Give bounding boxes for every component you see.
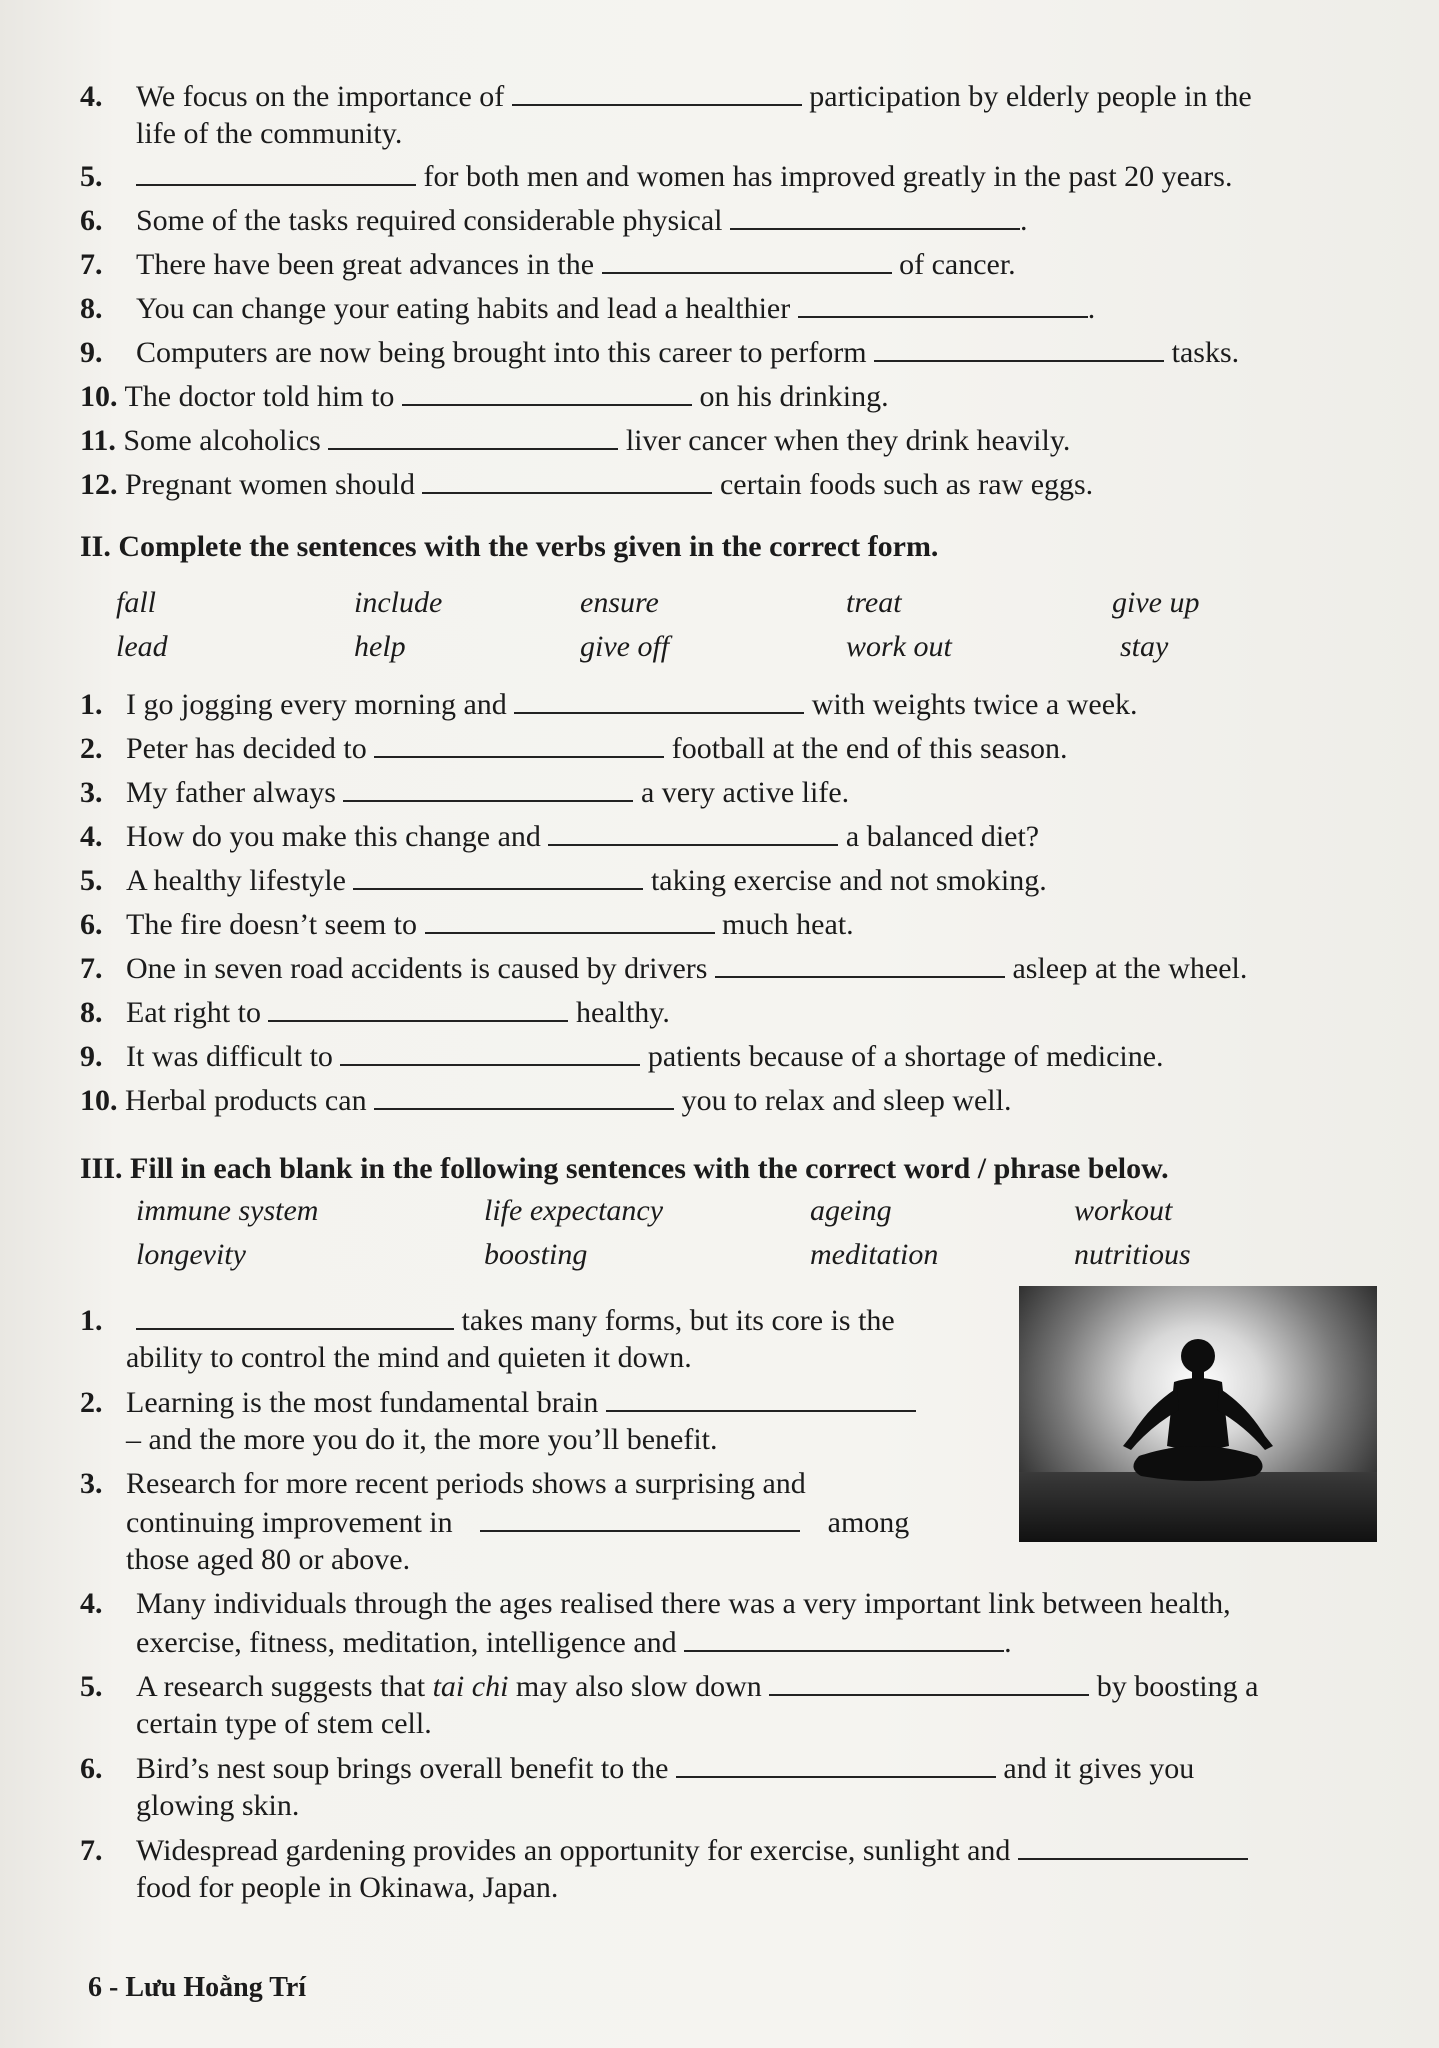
s1-item-7: 7. There have been great advances in the of cancer. [80,248,1016,281]
s1-item-4-cont: life of the community. [136,117,403,150]
s3-item-6: 6. Bird’s nest soup brings overall benefit to the and it gives you [80,1752,1195,1785]
word-option: work out [846,630,952,663]
s3-item-4-cont: exercise, fitness, meditation, intelligence and . [136,1626,1012,1659]
answer-blank[interactable] [715,950,1005,978]
answer-blank[interactable] [268,994,568,1022]
word-option: lead [116,630,168,663]
section-2-heading: II. Complete the sentences with the verbs given in the correct form. [80,530,939,563]
s1-item-6: 6. Some of the tasks required considerable physical . [80,204,1028,237]
s3-item-1-cont: ability to control the mind and quieten it down. [126,1341,692,1374]
answer-blank[interactable] [374,1082,674,1110]
meditation-photo [1019,1286,1377,1542]
s2-item-3: 3. My father always a very active life. [80,776,850,809]
s2-item-9: 9. It was difficult to patients because of a shortage of medicine. [80,1040,1164,1073]
s3-item-3-cont2: those aged 80 or above. [126,1543,411,1576]
answer-blank[interactable] [602,246,892,274]
word-option: treat [846,586,902,619]
answer-blank[interactable] [353,862,643,890]
answer-blank[interactable] [374,730,664,758]
s1-item-8: 8. You can change your eating habits and lead a healthier . [80,292,1096,325]
s3-item-6-cont: glowing skin. [136,1789,300,1822]
answer-blank[interactable] [512,78,802,106]
word-option: immune system [136,1194,319,1227]
answer-blank[interactable] [480,1504,800,1532]
answer-blank[interactable] [136,1302,454,1330]
section-3-heading: III. Fill in each blank in the following sentences with the correct word / phrase below. [80,1152,1169,1185]
word-option: give up [1112,586,1200,619]
s3-item-3: 3. Research for more recent periods shows a surprising and [80,1467,806,1500]
word-option: longevity [136,1238,246,1271]
word-option: ageing [810,1194,892,1227]
answer-blank[interactable] [514,686,804,714]
s1-item-5: 5. for both men and women has improved greatly in the past 20 years. [80,160,1233,193]
word-option: include [354,586,443,619]
answer-blank[interactable] [769,1668,1089,1696]
word-option: give off [580,630,670,663]
word-option: fall [116,586,157,619]
s2-item-6: 6. The fire doesn’t seem to much heat. [80,908,854,941]
s2-item-4: 4. How do you make this change and a balanced diet? [80,820,1040,853]
s2-item-7: 7. One in seven road accidents is caused by drivers asleep at the wheel. [80,952,1248,985]
s2-item-1: 1. I go jogging every morning and with weights twice a week. [80,688,1138,721]
s1-item-9: 9. Computers are now being brought into this career to perform tasks. [80,336,1240,369]
s3-item-7-cont: food for people in Okinawa, Japan. [136,1871,559,1904]
word-option: help [354,630,406,663]
page-footer: 6 - Lưu Hoằng Trí [88,1972,307,2003]
answer-blank[interactable] [1018,1832,1248,1860]
answer-blank[interactable] [343,774,633,802]
answer-blank[interactable] [874,334,1164,362]
answer-blank[interactable] [798,290,1088,318]
s2-item-10: 10. Herbal products can you to relax and sleep well. [80,1084,1012,1117]
s1-item-12: 12. Pregnant women should certain foods such as raw eggs. [80,468,1094,501]
s3-item-2: 2. Learning is the most fundamental brain [80,1384,916,1421]
answer-blank[interactable] [606,1384,916,1412]
s3-item-5-cont: certain type of stem cell. [136,1707,432,1740]
s3-item-5: 5. A research suggests that tai chi may also slow down by boosting a [80,1670,1259,1703]
answer-blank[interactable] [684,1624,1004,1652]
word-option: life expectancy [484,1194,664,1227]
answer-blank[interactable] [136,158,416,186]
word-option: stay [1120,630,1169,663]
s2-item-5: 5. A healthy lifestyle taking exercise and not smoking. [80,864,1047,897]
s3-item-2-cont: – and the more you do it, the more you’ll benefit. [126,1423,718,1456]
s2-item-2: 2. Peter has decided to football at the end of this season. [80,732,1068,765]
s2-item-8: 8. Eat right to healthy. [80,996,670,1029]
s3-item-3-cont: continuing improvement in among [126,1506,910,1539]
answer-blank[interactable] [328,422,618,450]
s1-item-4: 4. We focus on the importance of participation by elderly people in the [80,80,1252,113]
answer-blank[interactable] [422,466,712,494]
s3-item-1: 1. takes many forms, but its core is the [80,1304,895,1337]
answer-blank[interactable] [425,906,715,934]
word-option: nutritious [1074,1238,1191,1271]
meditating-figure-icon [1019,1286,1377,1542]
answer-blank[interactable] [340,1038,640,1066]
s1-item-11: 11. Some alcoholics liver cancer when they drink heavily. [80,424,1071,457]
word-option: boosting [484,1238,588,1271]
answer-blank[interactable] [730,202,1020,230]
s3-item-4: 4. Many individuals through the ages realised there was a very important link between health, [80,1587,1231,1620]
answer-blank[interactable] [402,378,692,406]
answer-blank[interactable] [676,1750,996,1778]
word-option: meditation [810,1238,939,1271]
s1-item-10: 10. The doctor told him to on his drinking. [80,380,889,413]
s3-item-7: 7. Widespread gardening provides an opportunity for exercise, sunlight and [80,1832,1248,1869]
word-option: workout [1074,1194,1173,1227]
word-option: ensure [580,586,659,619]
answer-blank[interactable] [548,818,838,846]
